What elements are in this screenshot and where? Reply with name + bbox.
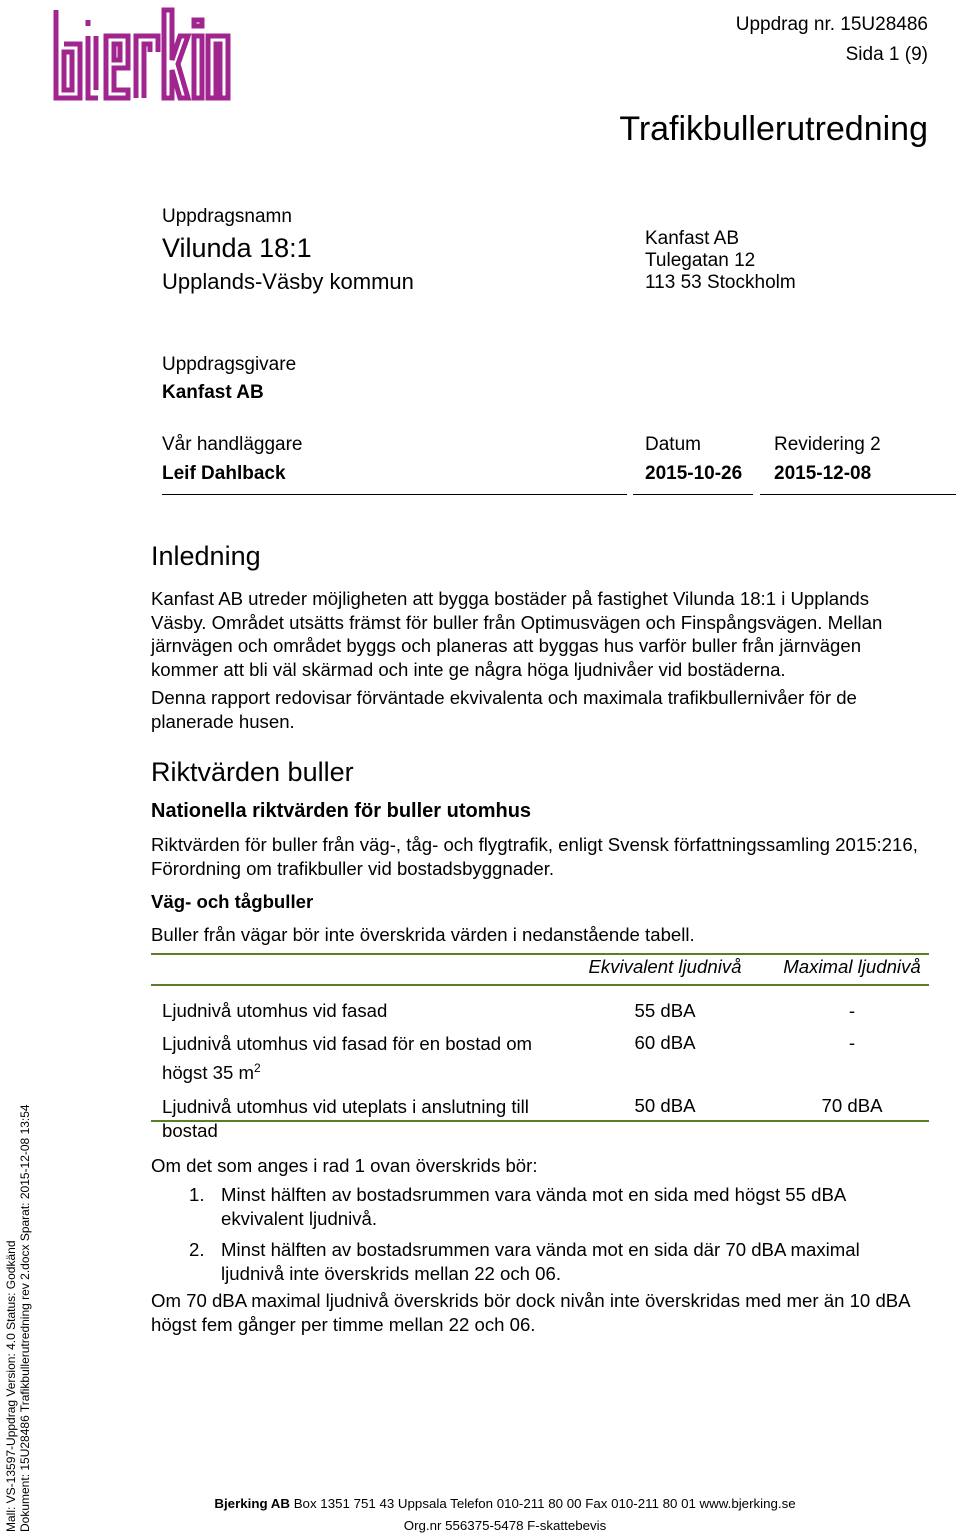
intro-paragraph-2: Denna rapport redovisar förväntade ekvivalenta och maximala trafikbullernivåer för de planerade husen.	[151, 687, 857, 732]
superscript-2: 2	[254, 1061, 261, 1075]
page-number: Sida 1 (9)	[845, 44, 928, 65]
revision-label: Revidering 2	[774, 434, 881, 455]
table-bottom-rule	[151, 1120, 929, 1122]
table-header-empty	[151, 952, 555, 986]
exceed-intro: Om det som anges i rad 1 ovan överskrids bör:	[151, 1155, 538, 1176]
assignment-number: Uppdrag nr. 15U28486	[735, 14, 928, 35]
municipality: Upplands-Väsby kommun	[162, 269, 414, 294]
table-cell-label: Ljudnivå utomhus vid uteplats i anslutning till bostad	[162, 1096, 529, 1142]
guidelines-paragraph-1: Riktvärden för buller från väg-, tåg- och flygtrafik, enligt Svensk författningssamling 2015:216, Förordning om trafikbuller vid bostadsbyggnader.	[151, 834, 918, 879]
table-cell-maximal: -	[848, 1032, 856, 1053]
handler-name: Leif Dahlback	[162, 463, 286, 484]
client-label: Uppdragsgivare	[162, 354, 297, 375]
intro-paragraph-1: Kanfast AB utreder möjligheten att bygga bostäder på fastighet Vilunda 18:1 i Upplands Väsby. Området utsätts främst för buller från Optimusvägen och Finspångsvägen. Mellan järnvägen och området byggs och planeras att byggas hus varför buller från järnvägen kommer att bli väl skärmad och inte ge några höga ljudnivåer vid bostäderna.	[151, 588, 883, 680]
table-cell-equivalent: 50 dBA	[634, 1095, 696, 1117]
footer-org: Org.nr 556375-5478 F-skattebevis	[403, 1518, 607, 1533]
date-value: 2015-10-26	[645, 463, 743, 484]
meta-divider-1	[162, 494, 627, 495]
table-header-row	[151, 952, 929, 986]
exceed-list	[151, 1183, 921, 1293]
client-address-city: 113 53 Stockholm	[645, 272, 796, 293]
table-cell-equivalent: 60 dBA	[634, 1032, 696, 1053]
table-cell-maximal: 70 dBA	[821, 1095, 883, 1117]
list-item	[151, 1183, 921, 1230]
revision-value: 2015-12-08	[774, 463, 872, 484]
footer-address-line	[0, 1496, 960, 1511]
handler-label: Vår handläggare	[162, 434, 303, 455]
exceed-closing: Om 70 dBA maximal ljudnivå överskrids bör dock nivån inte överskridas med mer än 10 dBA högst fem gånger per timme mellan 22 och 06.	[151, 1290, 910, 1335]
template-info: Mall: VS-13597-Uppdrag Version: 4.0 Status: Godkänd	[4, 1240, 18, 1532]
list-item-text: Minst hälften av bostadsrummen vara vända mot en sida där 70 dBA maximal ljudnivå inte överskrids mellan 22 och 06.	[221, 1239, 860, 1284]
assignment-name: Vilunda 18:1	[162, 233, 312, 263]
table-cell-label-text: Ljudnivå utomhus vid fasad för en bostad om högst 35 m	[162, 1033, 533, 1084]
guidelines-subheading: Nationella riktvärden för buller utomhus	[151, 800, 532, 822]
client-address-name: Kanfast AB	[645, 228, 740, 249]
intro-heading: Inledning	[151, 541, 261, 571]
table-header-rule	[151, 984, 929, 986]
list-item-number: 2.	[189, 1239, 205, 1260]
guidelines-paragraph-2: Buller från vägar bör inte överskrida värden i nedanstående tabell.	[151, 924, 695, 945]
list-item-number: 1.	[189, 1184, 205, 1205]
table-header-equivalent: Ekvivalent ljudnivå	[588, 956, 742, 977]
list-item	[151, 1238, 921, 1285]
list-item-text: Minst hälften av bostadsrummen vara vända mot en sida med högst 55 dBA ekvivalent ljudnivå.	[221, 1184, 846, 1229]
document-title: Trafikbullerutredning	[619, 110, 928, 148]
table-header-maximal: Maximal ljudnivå	[783, 956, 921, 977]
client-address-street: Tulegatan 12	[645, 250, 756, 271]
client-name: Kanfast AB	[162, 382, 264, 403]
road-rail-subheading: Väg- och tågbuller	[151, 891, 314, 912]
document-info: Dokument: 15U28486 Trafikbullerutredning rev 2.docx Sparat: 2015-12-08 13:54	[18, 1104, 32, 1532]
table-cell-label	[151, 1028, 555, 1091]
table-cell-equivalent: 55 dBA	[634, 1000, 696, 1021]
meta-divider-2	[633, 494, 753, 495]
date-label: Datum	[645, 434, 701, 455]
table-cell-maximal: -	[848, 1000, 856, 1021]
meta-divider-3	[760, 494, 956, 495]
table-row	[151, 1028, 929, 1091]
table-row	[151, 986, 929, 1028]
assignment-label: Uppdragsnamn	[162, 206, 292, 227]
table-cell-label: Ljudnivå utomhus vid fasad	[162, 1000, 388, 1021]
footer-address: Box 1351 751 43 Uppsala Telefon 010-211 80 00 Fax 010-211 80 01 www.bjerking.se	[293, 1496, 796, 1511]
guidelines-heading: Riktvärden buller	[151, 757, 354, 787]
bjerking-logo	[52, 6, 232, 104]
footer-company: Bjerking AB	[214, 1496, 290, 1511]
